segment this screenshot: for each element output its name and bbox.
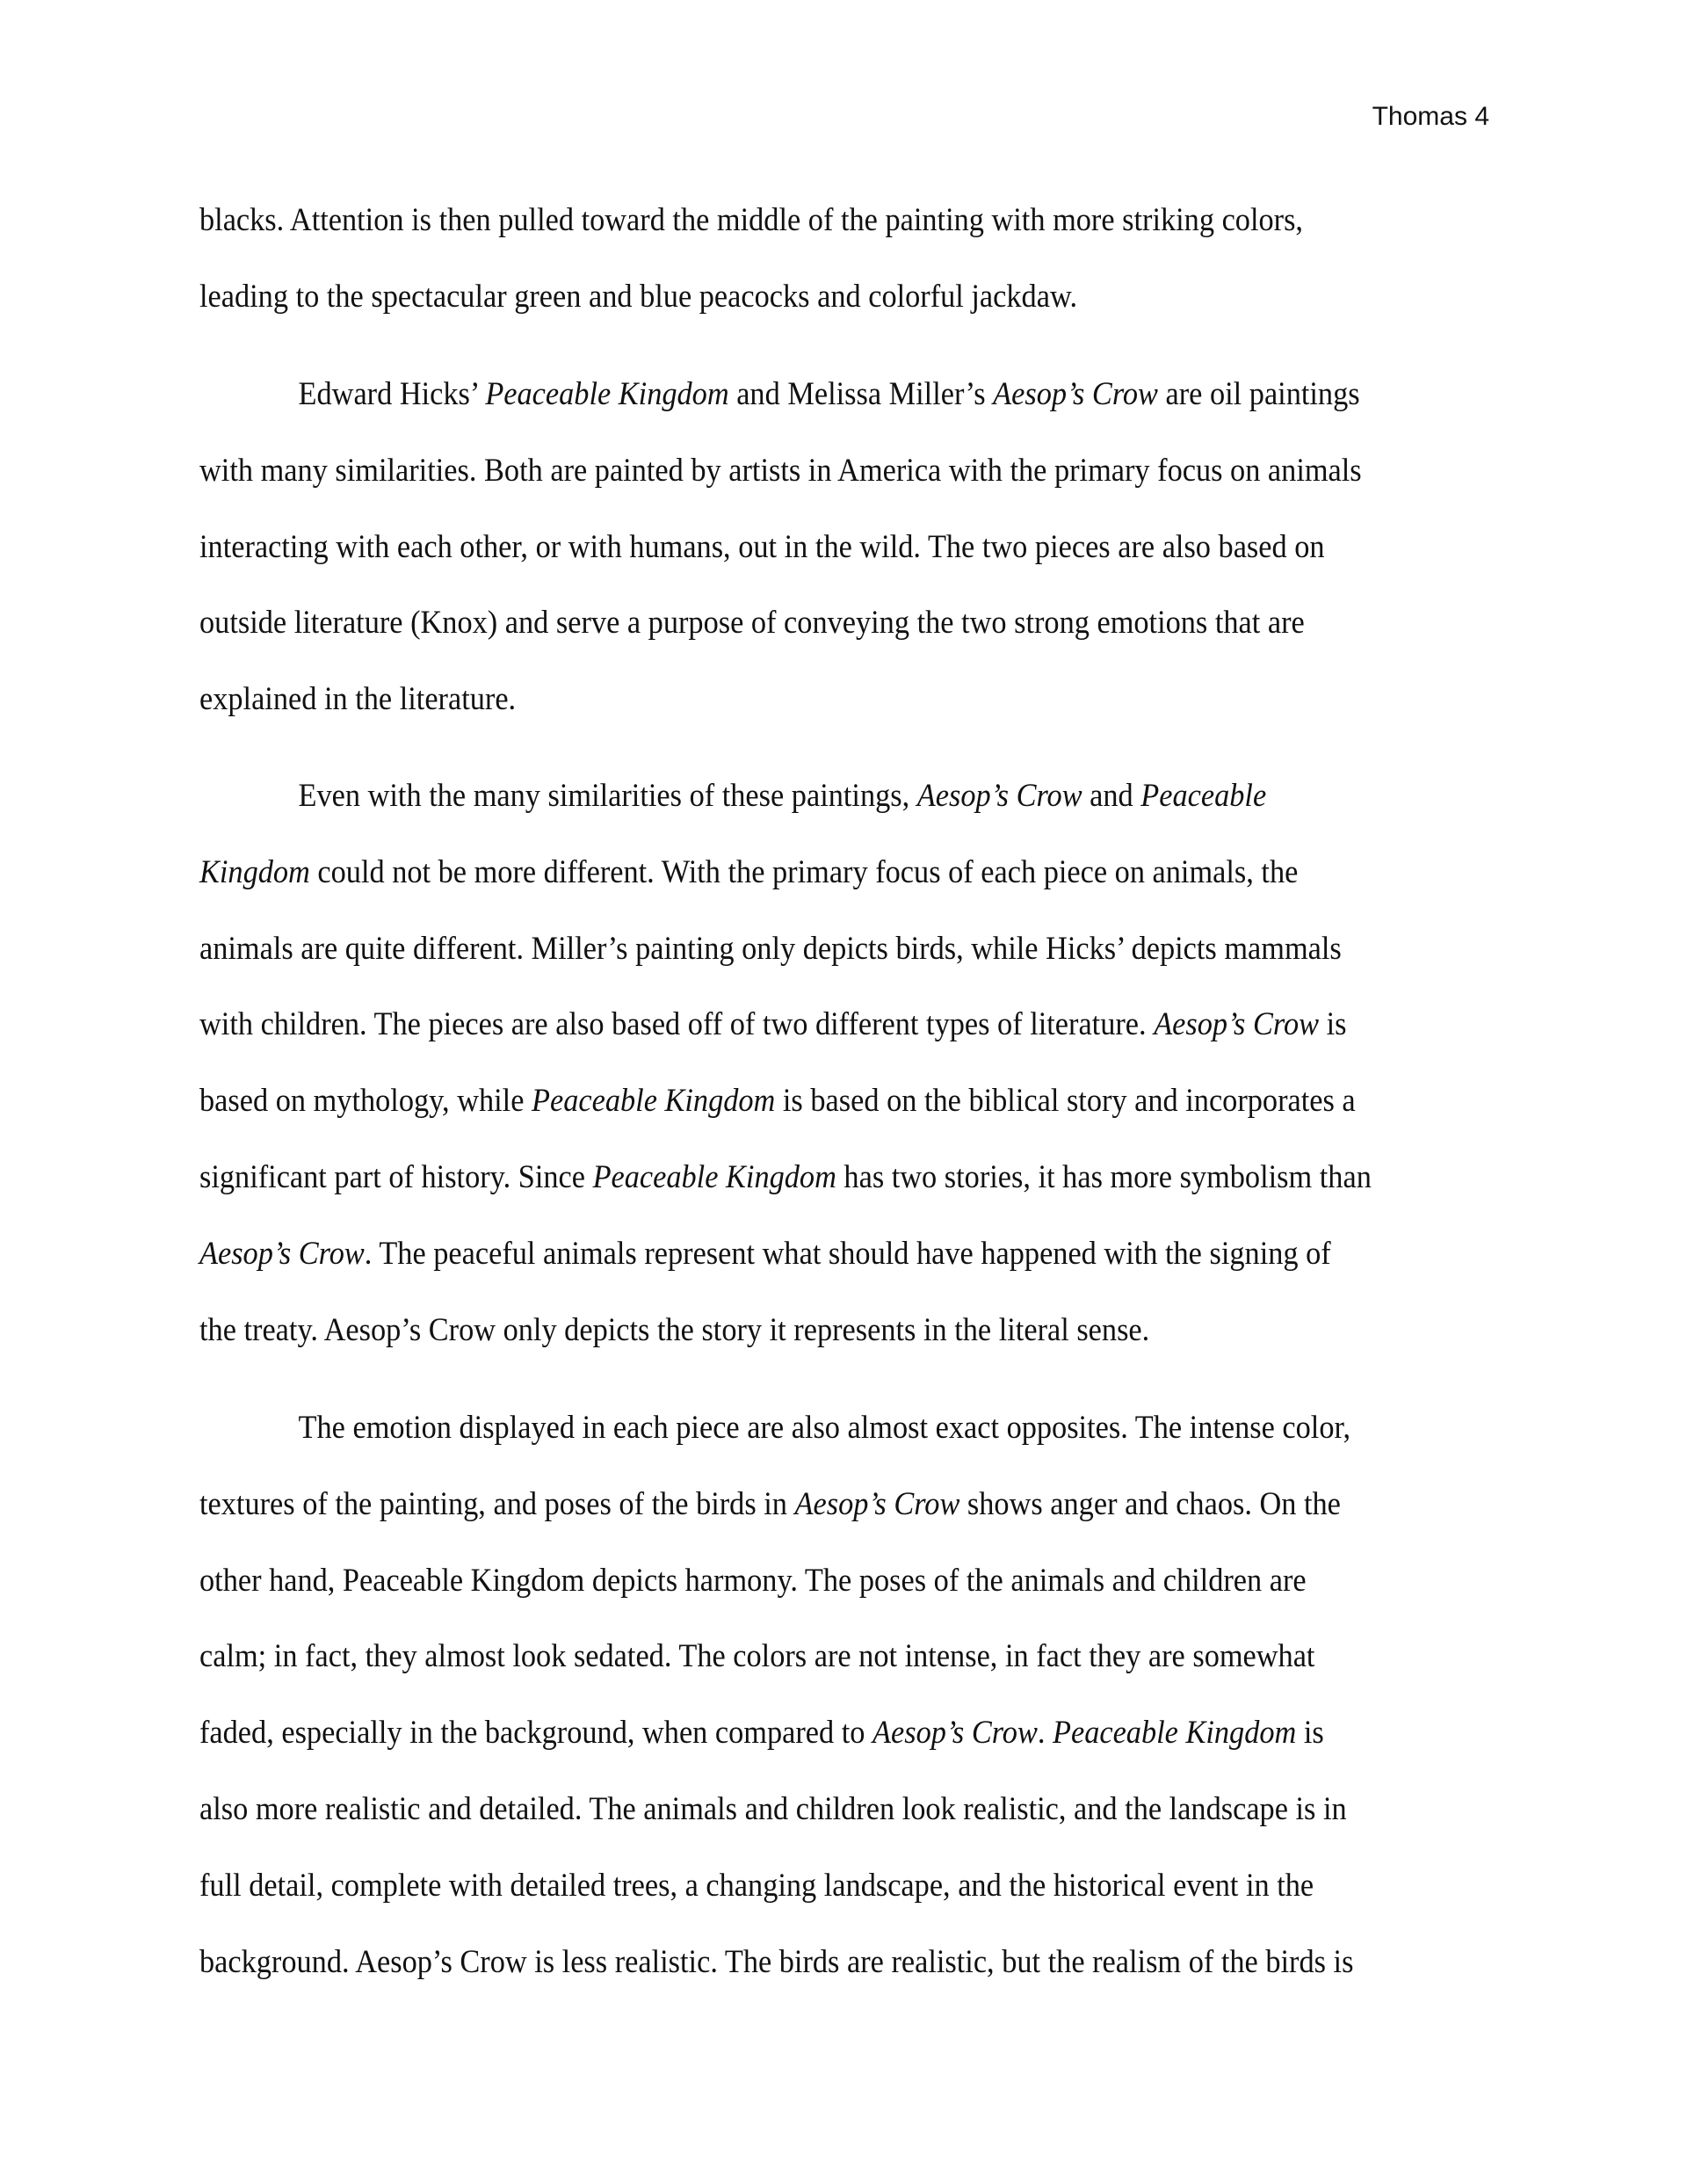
paragraph [199,183,1491,336]
italic-title: Peaceable Kingdom [485,376,729,412]
text-run: is [1296,1715,1324,1752]
italic-title: Aesop’s Crow [872,1715,1038,1752]
text-run: significant part of history. Since [199,1158,593,1195]
italic-title: Peaceable [1140,778,1267,814]
paragraph [199,1390,1491,2000]
text-run: leading to the spectacular green and blue peacocks and colorful jackdaw. [199,278,1078,315]
text-run: textures of the painting, and poses of the birds in [199,1485,795,1522]
text-line [199,758,1381,835]
italic-title: Peaceable Kingdom [532,1083,776,1120]
italic-title: Aesop’s Crow [916,778,1082,814]
text-run: . The peaceful animals represent what should have happened with the signing of [364,1235,1331,1272]
text-line [199,1695,1381,1772]
text-line [199,1619,1381,1695]
text-run: calm; in fact, they almost look sedated. The colors are not intense, in fact they are somewhat [199,1638,1315,1675]
text-run: also more realistic and detailed. The animals and children look realistic, and the landscape is in [199,1790,1347,1827]
text-run: explained in the literature. [199,681,517,718]
text-run: other hand, Peaceable Kingdom depicts harmony. The poses of the animals and children are [199,1562,1307,1599]
text-run: the treaty. Aesop’s Crow only depicts the story it represents in the literal sense. [199,1311,1150,1348]
text-run: with children. The pieces are also based off of two different types of literature. [199,1006,1155,1043]
italic-title: Peaceable Kingdom [592,1158,836,1195]
paragraph [199,357,1491,738]
text-run: is [1318,1006,1347,1043]
text-line [199,835,1381,911]
text-run: based on mythology, while [199,1083,532,1120]
text-line [199,1390,1381,1467]
text-run: Even with the many similarities of these paintings, [298,778,917,814]
text-run: outside literature (Knox) and serve a purpose of conveying the two strong emotions that are [199,605,1305,642]
text-run: are oil paintings [1157,376,1360,412]
text-line [199,1140,1381,1216]
text-line [199,1216,1381,1293]
text-line [199,1925,1381,2001]
text-line [199,1467,1381,1543]
text-line [199,1848,1381,1925]
text-run: Edward Hicks’ [298,376,486,412]
text-run: interacting with each other, or with humans, out in the wild. The two pieces are also based on [199,528,1325,565]
text-run: blacks. Attention is then pulled toward the middle of the painting with more striking colors, [199,202,1304,238]
text-run: with many similarities. Both are painted by artists in America with the primary focus on animals [199,452,1362,489]
text-run: The emotion displayed in each piece are also almost exact opposites. The intense color, [298,1410,1351,1446]
text-line [199,662,1381,738]
text-run: background. Aesop’s Crow is less realistic. The birds are realistic, but the realism of the birds is [199,1943,1354,1980]
italic-title: Aesop’s Crow [199,1235,365,1272]
text-run: has two stories, it has more symbolism than [836,1158,1372,1195]
text-line [199,1543,1381,1620]
text-line [199,183,1381,259]
text-line [199,357,1381,433]
italic-title: Aesop’s Crow [993,376,1158,412]
text-line [199,585,1381,662]
text-run: could not be more different. With the primary focus of each piece on animals, the [309,853,1299,890]
text-line [199,1063,1381,1140]
text-run: . [1037,1715,1053,1752]
text-line [199,433,1381,510]
text-line [199,1293,1381,1369]
italic-title: Aesop’s Crow [1154,1006,1319,1043]
italic-title: Peaceable Kingdom [1053,1715,1297,1752]
text-line [199,510,1381,586]
text-line [199,1772,1381,1848]
text-run: animals are quite different. Miller’s painting only depicts birds, while Hicks’ depicts mammals [199,930,1342,967]
text-run: is based on the biblical story and incorporates a [775,1083,1356,1120]
text-line [199,987,1381,1063]
text-line [199,911,1381,988]
text-run: and Melissa Miller’s [728,376,994,412]
paragraph [199,758,1491,1368]
text-run: faded, especially in the background, when compared to [199,1715,873,1752]
text-run: shows anger and chaos. On the [959,1485,1341,1522]
italic-title: Aesop’s Crow [794,1485,960,1522]
running-head: Thomas 4 [1372,102,1489,131]
text-line [199,259,1381,336]
text-run: full detail, complete with detailed trees, a changing landscape, and the historical event in the [199,1867,1314,1904]
italic-title: Kingdom [199,853,310,890]
text-run: and [1082,778,1141,814]
